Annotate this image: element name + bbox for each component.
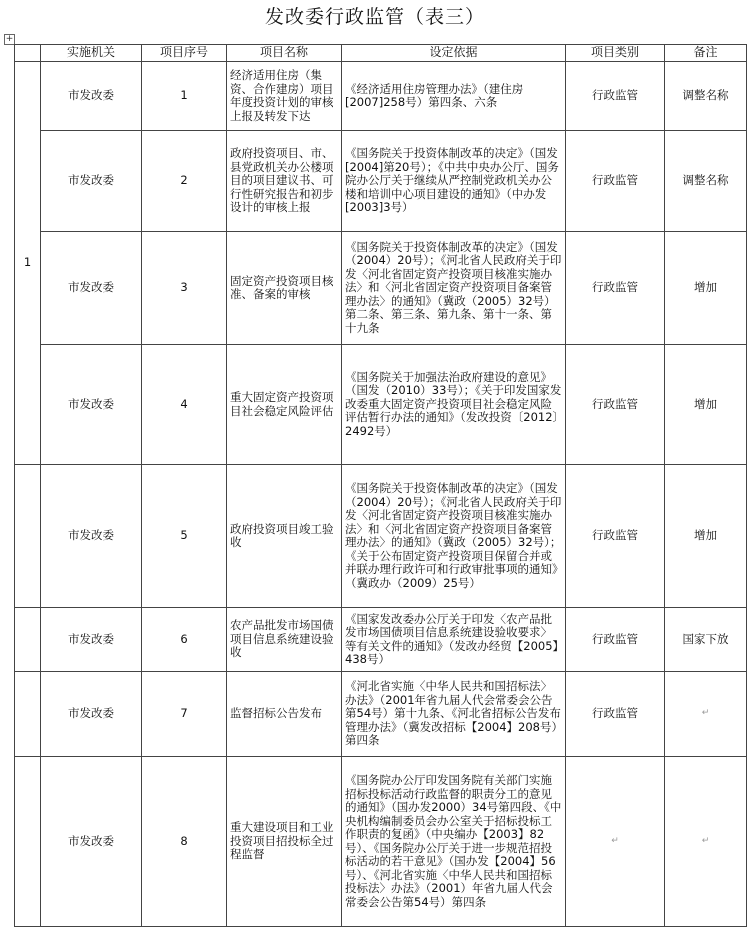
cell-type: 行政监管 [566, 62, 665, 131]
cell-note: 调整名称 [665, 131, 747, 232]
cell-basis: 《国务院关于投资体制改革的决定》（国发（2004）20号）；《河北省人民政府关于印发〈河北省固定资产投资项目核准实施办法〉和〈河北省固定资产投资项目备案管理办法〉的通知》（冀政（2005）32号）第二条、第三条、第九条、第十一条、第十九条 [342, 232, 566, 345]
cell-type: 行政监管 [566, 345, 665, 465]
cell-type: 行政监管 [566, 672, 665, 757]
cell-type: 行政监管 [566, 608, 665, 672]
cell-name: 政府投资项目竣工验收 [227, 465, 342, 608]
cell-no: 6 [142, 608, 227, 672]
document-title: 发改委行政监管（表三） [264, 6, 485, 28]
cell-type: 行政监管 [566, 232, 665, 345]
cell-no: 7 [142, 672, 227, 757]
cell-type: 行政监管 [566, 131, 665, 232]
cell-blank [15, 608, 41, 672]
table-row [15, 465, 747, 608]
cell-no: 5 [142, 465, 227, 608]
cell-type: ↵ [566, 757, 665, 927]
cell-blank [15, 757, 41, 927]
cell-basis: 《河北省实施〈中华人民共和国招标法〉办法》（2001年省九届人代会常委会公告第54号）第十九条、《河北省招标公告发布管理办法》（冀发改招标【2004】208号）第四条 [342, 672, 566, 757]
cell-note: 增加 [665, 345, 747, 465]
cell-no: 3 [142, 232, 227, 345]
cell-blank [15, 465, 41, 608]
cell-no: 4 [142, 345, 227, 465]
cell-blank [15, 672, 41, 757]
cell-name: 重大固定资产投资项目社会稳定风险评估 [227, 345, 342, 465]
header-no: 项目序号 [142, 45, 227, 62]
cell-note: ↵ [665, 757, 747, 927]
table-move-handle-icon[interactable]: + [5, 34, 14, 44]
cell-basis: 《国务院关于投资体制改革的决定》（国发（2004）20号）；《河北省人民政府关于印发〈河北省固定资产投资项目核准实施办法〉和〈河北省固定资产投资项目备案管理办法〉的通知》（冀政（2005）32号）；《关于公布固定资产投资项目保留合并或并联办理行政许可和行政审批事项的通知》（冀政办（2009）25号） [342, 465, 566, 608]
header-type: 项目类别 [566, 45, 665, 62]
cell-note: 调整名称 [665, 62, 747, 131]
cell-note: 国家下放 [665, 608, 747, 672]
cell-type: 行政监管 [566, 465, 665, 608]
cell-org: 市发改委 [41, 62, 142, 131]
cell-basis: 《国务院关于投资体制改革的决定》（国发[2004]第20号）；《中共中央办公厅、国务院办公厅关于继续从严控制党政机关办公楼和培训中心项目建设的通知》（中办发[2003]3号） [342, 131, 566, 232]
cell-org: 市发改委 [41, 345, 142, 465]
cell-name: 重大建设项目和工业投资项目招投标全过程监督 [227, 757, 342, 927]
cell-note: ↵ [665, 672, 747, 757]
header-basis: 设定依据 [342, 45, 566, 62]
table-row [15, 345, 747, 465]
cell-name: 政府投资项目、市、县党政机关办公楼项目的项目建议书、可行性研究报告和初步设计的审核上报 [227, 131, 342, 232]
cell-basis: 《国务院办公厅印发国务院有关部门实施招标投标活动行政监督的职责分工的意见的通知》（国办发2000）34号第四段、《中央机构编制委员会办公室关于招标投标工作职责的复函》（中央编办【2003】82号）、《国务院办公厅关于进一步规范招投标活动的若干意见》（国办发【2004】56号）、《河北省实施〈中华人民共和国招标投标法〉办法》（2001）年省九届人代会常委会公告第54号）第四条 [342, 757, 566, 927]
cell-name: 固定资产投资项目核准、备案的审核 [227, 232, 342, 345]
cell-name: 监督招标公告发布 [227, 672, 342, 757]
cell-note: 增加 [665, 465, 747, 608]
table-row [15, 232, 747, 345]
table-row [15, 608, 747, 672]
cell-org: 市发改委 [41, 608, 142, 672]
table-row [15, 131, 747, 232]
cell-no: 1 [142, 62, 227, 131]
header-note: 备注 [665, 45, 747, 62]
table-row [15, 62, 747, 131]
cell-org: 市发改委 [41, 465, 142, 608]
cell-note: 增加 [665, 232, 747, 345]
table-row [15, 672, 747, 757]
group-number: 1 [15, 62, 41, 465]
header-name: 项目名称 [227, 45, 342, 62]
cell-name: 农产品批发市场国债项目信息系统建设验收 [227, 608, 342, 672]
cell-org: 市发改委 [41, 131, 142, 232]
header-org: 实施机关 [41, 45, 142, 62]
table-row [15, 757, 747, 927]
cell-org: 市发改委 [41, 232, 142, 345]
cell-basis: 《国家发改委办公厅关于印发〈农产品批发市场国债项目信息系统建设验收要求〉等有关文件的通知》（发改办经贸【2005】438号） [342, 608, 566, 672]
header-group [15, 45, 41, 62]
cell-no: 2 [142, 131, 227, 232]
supervision-table [14, 44, 747, 927]
cell-basis: 《经济适用住房管理办法》（建住房[2007]258号）第四条、六条 [342, 62, 566, 131]
cell-org: 市发改委 [41, 672, 142, 757]
cell-no: 8 [142, 757, 227, 927]
cell-org: 市发改委 [41, 757, 142, 927]
cell-name: 经济适用住房（集资、合作建房）项目年度投资计划的审核上报及转发下达 [227, 62, 342, 131]
cell-basis: 《国务院关于加强法治政府建设的意见》（国发（2010）33号）；《关于印发国家发改委重大固定资产投资项目社会稳定风险评估暂行办法的通知》（发改投资〔2012〕2492号） [342, 345, 566, 465]
table-header-row [15, 45, 747, 62]
